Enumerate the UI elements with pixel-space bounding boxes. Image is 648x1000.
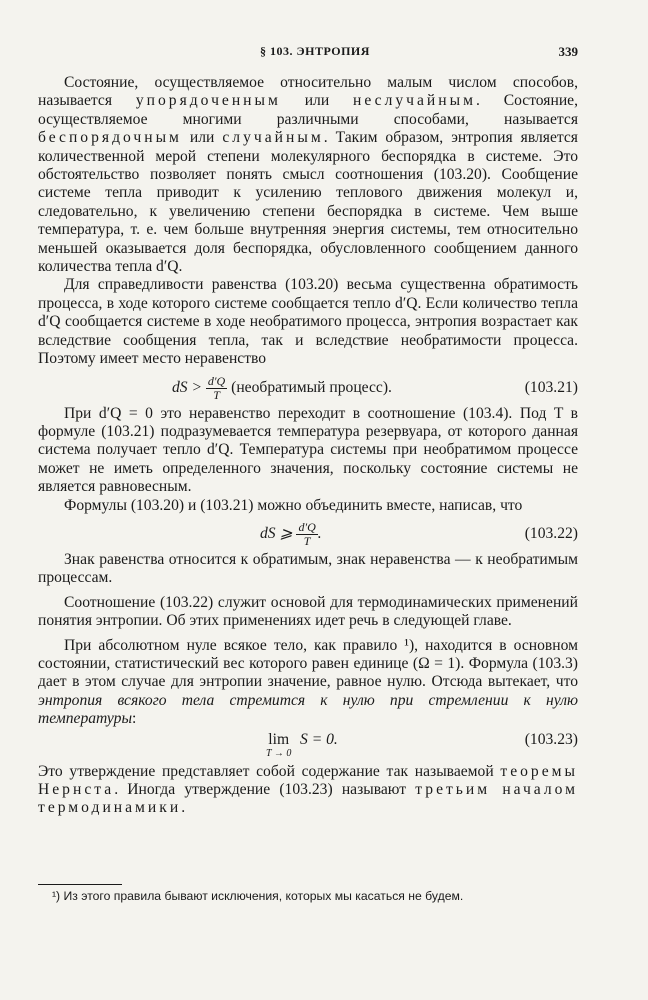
p7-italic-statement: энтропия всякого тела стремится к нулю при стремлении к нулю температуры bbox=[38, 691, 578, 728]
eq21-fraction bbox=[206, 375, 227, 402]
p1-text-i: . Таким образом, энтропия является количественной мерой степени молекулярного беспорядка в системе. Это обстоятельство позволяет понять смысл соотношения (103.20). Сообщение системе тепла приводит к усилению теплового движения молекул и, следовательно, к увеличению степени беспорядка в системе. Чем выше температура, т. е. чем больше внутренняя энергия системы, тем относительно меньшей оказывается доля беспорядка, обусловленного сообщением данного количества тепла d′Q. bbox=[38, 129, 578, 276]
p1-text-g: или bbox=[181, 129, 223, 147]
eq22-numerator: d′Q bbox=[298, 519, 316, 534]
p7-text-a: При абсолютном нуле всякое тело, как правило ¹), находится в основном состоянии, статистический вес которого равен единице (Ω = 1). Формула (103.3) дает в этом случае для энтропии значение, равное нулю. Отсюда вытекает, что bbox=[38, 636, 578, 691]
eq21-lhs: dS > bbox=[172, 378, 203, 396]
term-random: случайным bbox=[222, 129, 324, 147]
paragraph-3: При d′Q = 0 это неравенство переходит в соотношение (103.4). Под T в формуле (103.21) подразумевается температура резервуара, от которого данная система получает тепло d′Q. Температура системы при необратимом процессе может не иметь определенного значения, поскольку состояние системы не является равновесным. bbox=[38, 404, 578, 496]
eq22-lhs: dS ⩾ bbox=[260, 525, 293, 543]
running-header bbox=[38, 44, 578, 64]
eq23-lim-word: lim bbox=[268, 730, 290, 748]
term-disordered: беспорядочным bbox=[38, 129, 182, 147]
eq23-expression: S = 0. bbox=[300, 730, 338, 748]
p8-text-a: Это утверждение представляет собой содержание так называемой bbox=[38, 762, 501, 780]
page-number: 339 bbox=[558, 44, 578, 59]
eq22-denominator: T bbox=[303, 533, 311, 548]
paragraph-6: Соотношение (103.22) служит основой для термодинамических применений понятия энтропии. Об этих применениях идет речь в следующей главе. bbox=[38, 593, 578, 630]
paragraph-8 bbox=[38, 763, 578, 818]
footnote: ¹) Из этого правила бывают исключения, которых мы касаться не будем. bbox=[52, 889, 464, 903]
section-title: § 103. ЭНТРОПИЯ bbox=[260, 44, 370, 58]
p1-text-e: . Состояние, осуществляемое многими различными способами, называется bbox=[38, 92, 578, 128]
p1-text-a: Состояние, осуществляемое относительно малым числом способов, называется bbox=[38, 74, 578, 110]
eq21-numerator: d′Q bbox=[207, 373, 226, 388]
paragraph-1 bbox=[38, 74, 578, 276]
p8-text-c: . Иногда утверждение (103.23) называют bbox=[114, 781, 416, 798]
equation-103-22 bbox=[38, 515, 578, 551]
eq23-limit bbox=[266, 731, 291, 759]
term-third-law: третьим началом термодинамики bbox=[38, 781, 579, 817]
p1-text-c: или bbox=[280, 92, 353, 110]
term-ordered: упорядоченным bbox=[135, 92, 281, 110]
equation-103-21 bbox=[38, 369, 578, 405]
term-nernst-theorem: теоремы Нернста bbox=[38, 762, 578, 798]
term-nonrandom: неслучайным bbox=[353, 92, 476, 110]
paragraph-5: Знак равенства относится к обратимым, знак неравенства — к необратимым процессам. bbox=[38, 550, 578, 587]
p8-text-e: . bbox=[181, 799, 186, 817]
paragraph-7 bbox=[38, 637, 578, 729]
p7-text-c: : bbox=[132, 710, 137, 728]
eq21-note: (необратимый процесс). bbox=[231, 378, 392, 396]
eq21-label: (103.21) bbox=[524, 378, 578, 396]
eq22-fraction bbox=[296, 521, 317, 548]
eq22-tail: . bbox=[317, 525, 322, 543]
paragraph-4: Формулы (103.20) и (103.21) можно объединить вместе, написав, что bbox=[64, 496, 523, 514]
footnote-divider bbox=[38, 884, 122, 885]
eq22-label: (103.22) bbox=[524, 524, 578, 542]
paragraph-2: Для справедливости равенства (103.20) весьма существенна обратимость процесса, в ходе которого системе сообщается тепло d′Q. Если количество тепла d′Q сообщается системе в ходе необратимого процесса, энтропия возрастает как вследствие сообщения тепла, так и вследствие необратимости процесса. Поэтому имеет место неравенство bbox=[38, 276, 578, 368]
equation-103-23 bbox=[38, 729, 578, 763]
text-body bbox=[38, 74, 578, 818]
eq23-label: (103.23) bbox=[524, 730, 578, 748]
eq23-lim-subscript: T → 0 bbox=[266, 747, 292, 759]
eq21-denominator: T bbox=[213, 387, 220, 402]
